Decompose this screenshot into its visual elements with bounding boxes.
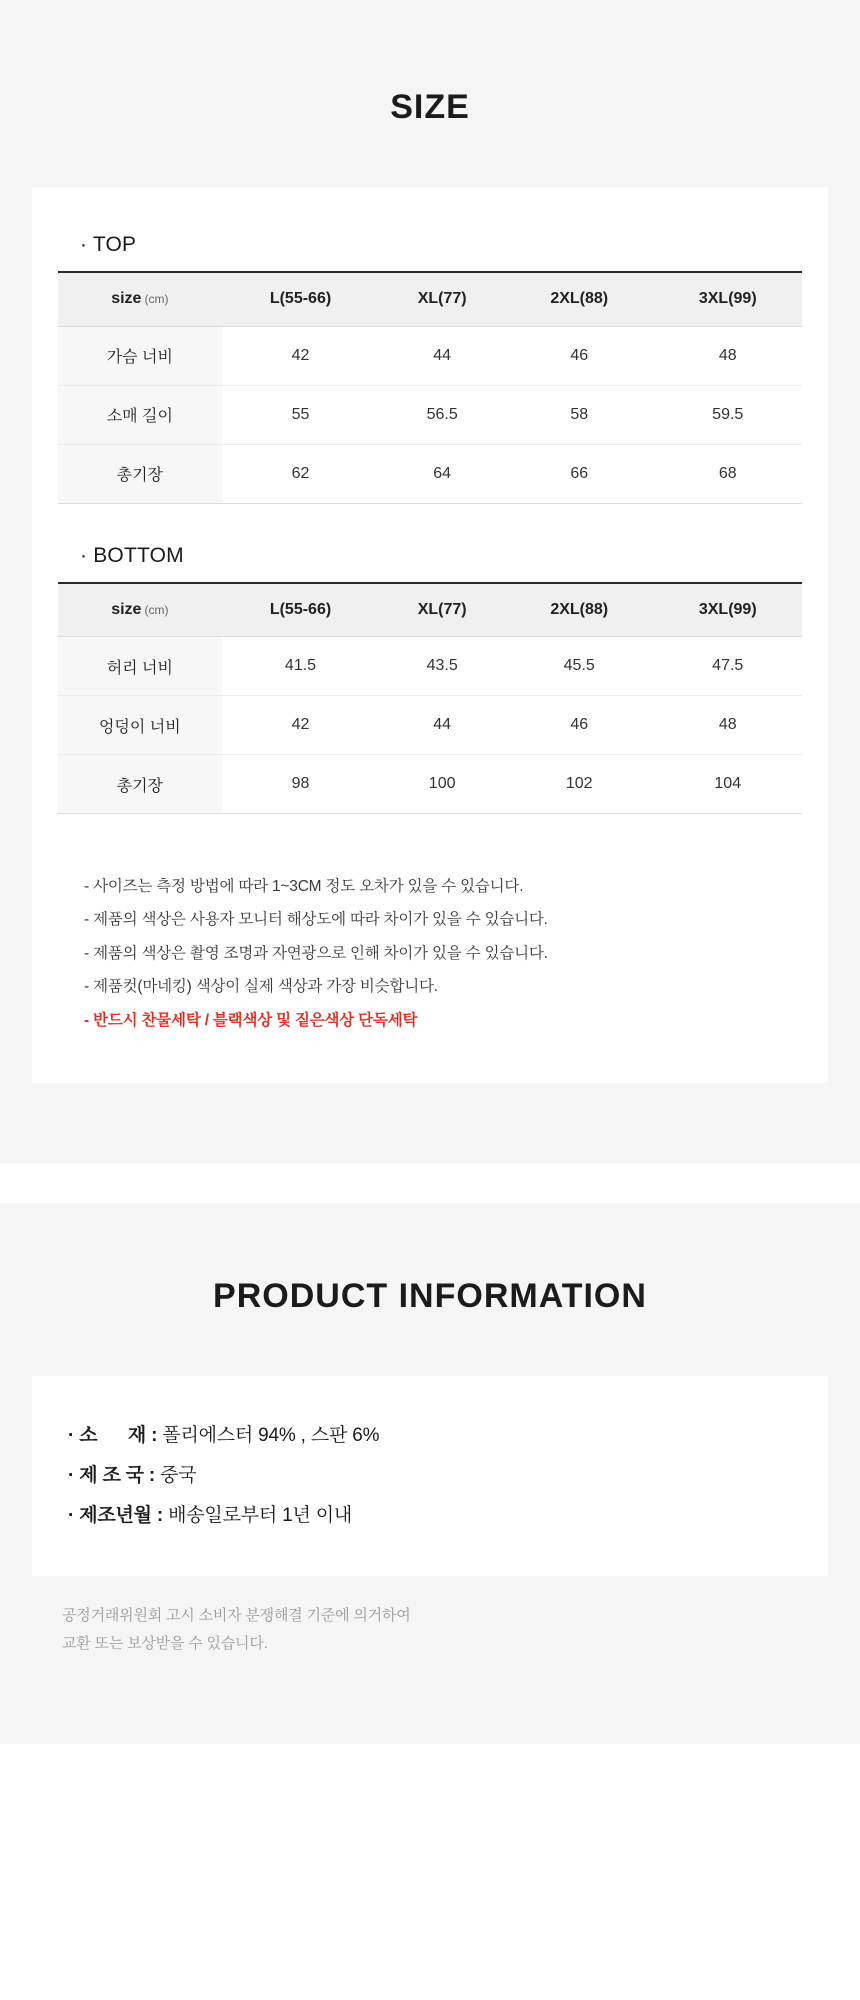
bottom-size-table bbox=[58, 582, 802, 815]
bottom-size-table-head bbox=[58, 583, 802, 637]
cell: 42 bbox=[222, 326, 380, 385]
table-row bbox=[58, 444, 802, 503]
cell: 102 bbox=[505, 755, 654, 814]
column-header-xl: XL(77) bbox=[379, 272, 505, 326]
table-header-row bbox=[58, 583, 802, 637]
list-item bbox=[68, 1416, 792, 1456]
column-header-size-label: size bbox=[111, 290, 142, 308]
cell: 68 bbox=[653, 444, 802, 503]
row-header: 총기장 bbox=[58, 444, 222, 503]
column-header-3xl: 3XL(99) bbox=[653, 583, 802, 637]
info-key: · 소 재 : bbox=[68, 1425, 158, 1447]
cell: 45.5 bbox=[505, 637, 654, 696]
size-note: - 제품의 색상은 사용자 모니터 해상도에 따라 차이가 있을 수 있습니다. bbox=[84, 911, 548, 929]
cell: 62 bbox=[222, 444, 380, 503]
table-row bbox=[58, 755, 802, 814]
cell: 104 bbox=[653, 755, 802, 814]
list-item bbox=[68, 1496, 792, 1536]
cell: 58 bbox=[505, 385, 654, 444]
cell: 98 bbox=[222, 755, 380, 814]
column-header-size-unit: (cm) bbox=[144, 602, 169, 617]
top-group-label: · TOP bbox=[80, 233, 137, 256]
size-note: - 사이즈는 측정 방법에 따라 1~3CM 정도 오차가 있을 수 있습니다. bbox=[84, 878, 524, 895]
column-header-l: L(55-66) bbox=[222, 583, 380, 637]
row-header: 총기장 bbox=[58, 755, 222, 814]
info-value: 배송일로부터 1년 이내 bbox=[168, 1505, 353, 1527]
column-header-size-unit: (cm) bbox=[144, 292, 169, 307]
cell: 44 bbox=[379, 326, 505, 385]
cell: 59.5 bbox=[653, 385, 802, 444]
info-key: · 제 조 국 : bbox=[68, 1465, 156, 1487]
legal-note-line: 교환 또는 보상받을 수 있습니다. bbox=[62, 1634, 268, 1652]
cell: 47.5 bbox=[653, 637, 802, 696]
size-card bbox=[32, 187, 828, 1083]
cell: 48 bbox=[653, 696, 802, 755]
cell: 46 bbox=[505, 696, 654, 755]
cell: 42 bbox=[222, 696, 380, 755]
cell: 46 bbox=[505, 326, 654, 385]
info-key: · 제조년월 : bbox=[68, 1505, 164, 1527]
top-size-table-body bbox=[58, 326, 802, 503]
column-header-2xl: 2XL(88) bbox=[505, 272, 654, 326]
row-header: 가슴 너비 bbox=[58, 326, 222, 385]
cell: 41.5 bbox=[222, 637, 380, 696]
row-header: 소매 길이 bbox=[58, 385, 222, 444]
table-row bbox=[58, 326, 802, 385]
row-header: 엉덩이 너비 bbox=[58, 696, 222, 755]
table-row bbox=[58, 385, 802, 444]
info-value: 폴리에스터 94% , 스판 6% bbox=[162, 1425, 380, 1447]
cell: 55 bbox=[222, 385, 380, 444]
cell: 56.5 bbox=[379, 385, 505, 444]
legal-note bbox=[0, 1576, 860, 1658]
top-size-table-head bbox=[58, 272, 802, 326]
cell: 48 bbox=[653, 326, 802, 385]
top-size-table bbox=[58, 271, 802, 504]
bottom-group-label: · BOTTOM bbox=[80, 543, 184, 567]
size-note-warning: - 반드시 찬물세탁 / 블랙색상 및 짙은색상 단독세탁 bbox=[84, 1011, 418, 1029]
size-section-title: SIZE bbox=[390, 88, 470, 126]
column-header-size bbox=[58, 583, 222, 637]
list-item bbox=[68, 1456, 792, 1496]
bottom-size-table-body bbox=[58, 637, 802, 814]
column-header-3xl: 3XL(99) bbox=[653, 272, 802, 326]
column-header-xl: XL(77) bbox=[379, 583, 505, 637]
product-information-section bbox=[0, 1203, 860, 1743]
size-note: - 제품의 색상은 촬영 조명과 자연광으로 인해 차이가 있을 수 있습니다. bbox=[84, 944, 548, 962]
cell: 44 bbox=[379, 696, 505, 755]
table-row bbox=[58, 637, 802, 696]
info-value: 중국 bbox=[160, 1465, 197, 1487]
legal-note-line: 공정거래위원회 고시 소비자 분쟁해결 기준에 의거하여 bbox=[62, 1607, 411, 1625]
section-divider bbox=[0, 1163, 860, 1203]
cell: 100 bbox=[379, 755, 505, 814]
table-row bbox=[58, 696, 802, 755]
table-header-row bbox=[58, 272, 802, 326]
cell: 43.5 bbox=[379, 637, 505, 696]
column-header-size-label: size bbox=[111, 600, 142, 618]
size-notes bbox=[58, 854, 802, 1037]
row-header: 허리 너비 bbox=[58, 637, 222, 696]
product-information-title: PRODUCT INFORMATION bbox=[213, 1277, 647, 1316]
size-note: - 제품컷(마네킹) 색상이 실제 색상과 가장 비슷합니다. bbox=[84, 978, 438, 996]
column-header-l: L(55-66) bbox=[222, 272, 380, 326]
column-header-2xl: 2XL(88) bbox=[505, 583, 654, 637]
product-information-list bbox=[68, 1416, 792, 1536]
cell: 66 bbox=[505, 444, 654, 503]
column-header-size bbox=[58, 272, 222, 326]
product-information-card bbox=[32, 1376, 828, 1576]
cell: 64 bbox=[379, 444, 505, 503]
